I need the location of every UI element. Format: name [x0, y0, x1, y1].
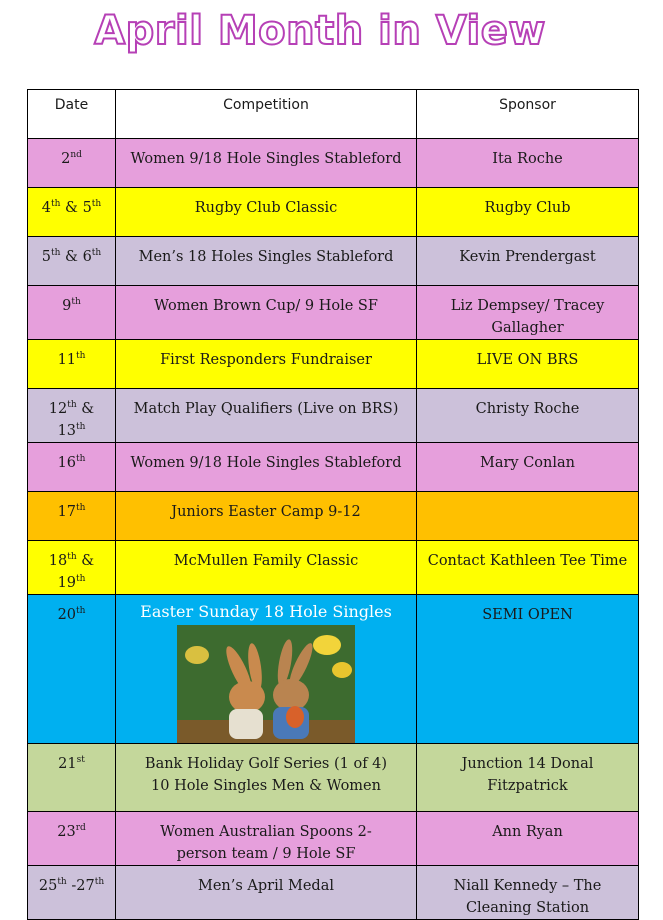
competition-cell: Women Australian Spoons 2-person team / 9 Hole SF [116, 812, 417, 866]
header-date: Date [28, 90, 116, 139]
competition-cell: Rugby Club Classic [116, 188, 417, 237]
date-cell: 20th [28, 595, 116, 744]
easter-title: Easter Sunday 18 Hole Singles [140, 602, 392, 621]
table-row [28, 812, 639, 866]
sponsor-cell: Christy Roche [417, 389, 639, 443]
schedule-table [27, 89, 639, 920]
sponsor-cell: SEMI OPEN [417, 595, 639, 744]
table-row [28, 188, 639, 237]
sponsor-cell: Liz Dempsey/ Tracey Gallagher [417, 286, 639, 340]
sponsor-cell: Niall Kennedy – The Cleaning Station [417, 866, 639, 920]
sponsor-cell [417, 492, 639, 541]
competition-cell [116, 744, 417, 812]
date-cell: 16th [28, 443, 116, 492]
competition-line-2: 10 Hole Singles Men & Women [151, 778, 381, 794]
competition-cell: McMullen Family Classic [116, 541, 417, 595]
competition-cell: Women 9/18 Hole Singles Stableford [116, 139, 417, 188]
table-row [28, 286, 639, 340]
sponsor-cell: Kevin Prendergast [417, 237, 639, 286]
page-title: April Month in View [94, 8, 546, 54]
easter-bunnies-image [177, 625, 355, 743]
competition-cell: Match Play Qualifiers (Live on BRS) [116, 389, 417, 443]
competition-cell: Women Brown Cup/ 9 Hole SF [116, 286, 417, 340]
date-cell: 25th -27th [28, 866, 116, 920]
table-header-row [28, 90, 639, 139]
sponsor-cell: Rugby Club [417, 188, 639, 237]
date-cell: 23rd [28, 812, 116, 866]
competition-cell: Men’s 18 Holes Singles Stableford [116, 237, 417, 286]
date-cell: 12th & 13th [28, 389, 116, 443]
date-cell: 21st [28, 744, 116, 812]
competition-cell: Women 9/18 Hole Singles Stableford [116, 443, 417, 492]
sponsor-cell: LIVE ON BRS [417, 340, 639, 389]
competition-cell: Men’s April Medal [116, 866, 417, 920]
table-row [28, 744, 639, 812]
table-row [28, 340, 639, 389]
competition-cell: First Responders Fundraiser [116, 340, 417, 389]
table-row [28, 237, 639, 286]
date-cell: 2nd [28, 139, 116, 188]
competition-cell [116, 595, 417, 744]
date-cell: 17th [28, 492, 116, 541]
table-row [28, 492, 639, 541]
table-row [28, 866, 639, 920]
header-competition: Competition [116, 90, 417, 139]
table-row [28, 443, 639, 492]
table-row [28, 139, 639, 188]
sponsor-cell: Contact Kathleen Tee Time [417, 541, 639, 595]
table-row [28, 541, 639, 595]
header-sponsor: Sponsor [417, 90, 639, 139]
competition-cell: Juniors Easter Camp 9-12 [116, 492, 417, 541]
date-cell: 9th [28, 286, 116, 340]
date-cell: 4th & 5th [28, 188, 116, 237]
sponsor-cell: Junction 14 Donal Fitzpatrick [417, 744, 639, 812]
sponsor-cell: Mary Conlan [417, 443, 639, 492]
table-row [28, 595, 639, 744]
sponsor-cell: Ita Roche [417, 139, 639, 188]
date-cell: 11th [28, 340, 116, 389]
date-cell: 5th & 6th [28, 237, 116, 286]
competition-line-1: Bank Holiday Golf Series (1 of 4) [144, 756, 388, 772]
date-cell: 18th & 19th [28, 541, 116, 595]
sponsor-cell: Ann Ryan [417, 812, 639, 866]
table-row [28, 389, 639, 443]
